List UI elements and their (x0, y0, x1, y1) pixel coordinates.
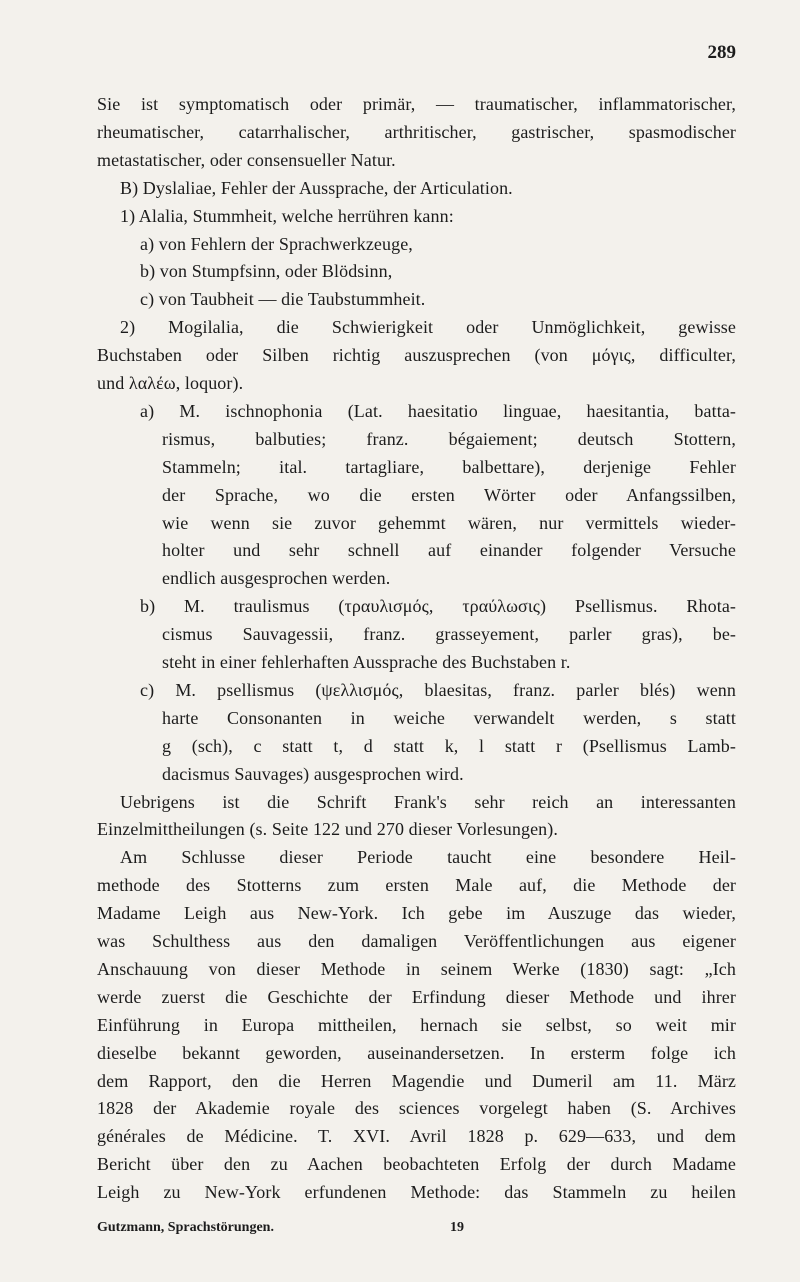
text-line: und λαλέω, loquor). (97, 373, 244, 393)
text-line: 1828 der Akademie royale des sciences vorgelegt haben (S. Archives (97, 1098, 736, 1119)
text-line: c) von Taubheit — die Taubstummheit. (140, 289, 426, 310)
page-number: 289 (707, 42, 736, 63)
text-line: Bericht über den zu Aachen beobachteten Erfolg der durch Madame (97, 1154, 736, 1175)
text-line: Leigh zu New-York erfundenen Methode: das Stammeln zu heilen (97, 1182, 736, 1203)
text-line: b) M. traulismus (τραυλισμός, τραύλωσις) Psellismus. Rhota- (140, 596, 736, 617)
text-line: 1) Alalia, Stummheit, welche herrühren kann: (120, 205, 454, 226)
footer-signature: Gutzmann, Sprachstörungen. (97, 1220, 274, 1235)
text-line: Stammeln; ital. tartagliare, balbettare), derjenige Fehler (162, 456, 736, 477)
text-line: Einführung in Europa mittheilen, hernach sie selbst, so weit mir (97, 1014, 736, 1035)
text-line: Uebrigens ist die Schrift Frank's sehr reich an interessanten (120, 791, 736, 812)
text-line: dieselbe bekannt geworden, auseinandersetzen. In ersterm folge ich (97, 1042, 736, 1063)
text-line: wie wenn sie zuvor gehemmt wären, nur vermittels wieder- (162, 512, 736, 533)
text-line: a) von Fehlern der Sprachwerkzeuge, (140, 233, 413, 254)
text-line: Einzelmittheilungen (s. Seite 122 und 270 dieser Vorlesungen). (97, 819, 558, 840)
text-line: générales de Médicine. T. XVI. Avril 1828 p. 629—633, und dem (97, 1126, 736, 1147)
text-line: was Schulthess aus den damaligen Veröffentlichungen aus eigener (97, 931, 736, 951)
text-line: endlich ausgesprochen werden. (162, 568, 391, 589)
text-line: dacismus Sauvages) ausgesprochen wird. (162, 763, 464, 784)
text-line: Sie ist symptomatisch oder primär, — traumatischer, inflammatorischer, (97, 94, 736, 114)
text-line: harte Consonanten in weiche verwandelt werden, s statt (162, 707, 736, 728)
text-line: holter und sehr schnell auf einander folgender Versuche (162, 540, 736, 561)
text-line: werde zuerst die Geschichte der Erfindung dieser Methode und ihrer (97, 986, 736, 1007)
text-line: Madame Leigh aus New-York. Ich gebe im Auszuge das wieder, (97, 903, 736, 924)
footer-sheet-number: 19 (450, 1220, 464, 1235)
text-line: Am Schlusse dieser Periode taucht eine besondere Heil- (120, 847, 736, 868)
text-line: methode des Stotterns zum ersten Male auf, die Methode der (97, 875, 736, 896)
text-line: der Sprache, wo die ersten Wörter oder Anfangssilben, (162, 484, 736, 505)
text-line: b) von Stumpfsinn, oder Blödsinn, (140, 261, 393, 282)
text-line: g (sch), c statt t, d statt k, l statt r (Psellismus Lamb- (162, 735, 736, 756)
text-line: c) M. psellismus (ψελλισμός, blaesitas, franz. parler blés) wenn (140, 679, 736, 700)
text-line: Buchstaben oder Silben richtig auszusprechen (von μόγις, difficulter, (97, 345, 736, 366)
text-line: steht in einer fehlerhaften Aussprache des Buchstaben r. (162, 652, 571, 672)
text-line: 2) Mogilalia, die Schwierigkeit oder Unmöglichkeit, gewisse (120, 317, 736, 338)
text-line: dem Rapport, den die Herren Magendie und Dumeril am 11. März (97, 1070, 736, 1091)
text-line: a) M. ischnophonia (Lat. haesitatio linguae, haesitantia, batta- (140, 400, 736, 421)
text-line: rheumatischer, catarrhalischer, arthritischer, gastrischer, spasmodischer (97, 121, 736, 142)
text-line: cismus Sauvagessii, franz. grasseyement, parler gras), be- (162, 624, 736, 645)
text-line: metastatischer, oder consensueller Natur. (97, 149, 396, 170)
text-line: Anschauung von dieser Methode in seinem Werke (1830) sagt: „Ich (97, 958, 736, 979)
text-line: B) Dyslaliae, Fehler der Aussprache, der Articulation. (120, 177, 513, 198)
text-line: rismus, balbuties; franz. bégaiement; deutsch Stottern, (162, 428, 736, 449)
